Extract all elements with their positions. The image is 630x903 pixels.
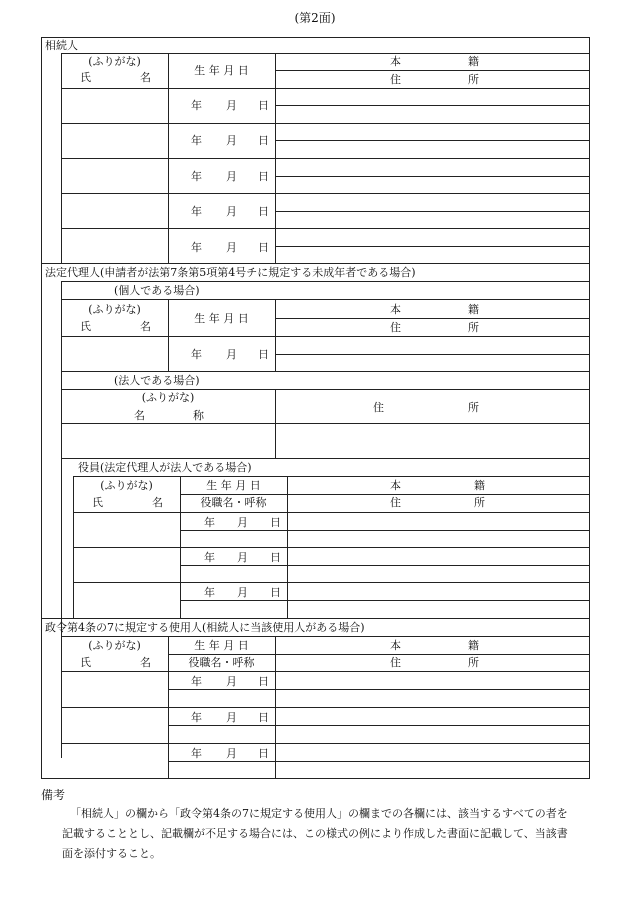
- indiv-row-split: [275, 354, 589, 355]
- officers-row1-year: 年: [204, 516, 215, 529]
- officers-row1-month: 月: [237, 516, 248, 529]
- indiv-address-a: 住: [390, 321, 401, 334]
- indiv-name-ji: 氏: [80, 320, 91, 333]
- employees-position-label: 役職名・呼称: [188, 656, 255, 669]
- heirs-row3-bottom: [61, 193, 589, 194]
- indiv-birth-label: 生 年 月 日: [194, 312, 249, 325]
- heirs-address-a: 住: [390, 73, 401, 86]
- heirs-row4-bottom: [61, 228, 589, 229]
- heirs-row1-split: [275, 105, 589, 106]
- officers-row3-split: [180, 600, 589, 601]
- employees-address-b: 所: [468, 656, 479, 669]
- officers-row2-month: 月: [237, 551, 248, 564]
- frame-bottom: [41, 778, 590, 779]
- employees-title-bottom: [61, 636, 589, 637]
- employees-row3-day: 日: [258, 747, 269, 760]
- employees-top: [41, 618, 590, 619]
- individual-title: (個人である場合): [114, 284, 200, 297]
- heirs-row2-bottom: [61, 158, 589, 159]
- employees-honseki-b: 籍: [468, 639, 479, 652]
- heirs-row3-month: 月: [226, 170, 237, 183]
- heirs-row3-year: 年: [191, 170, 202, 183]
- indiv-header-split: [275, 318, 589, 319]
- officers-row2-day: 日: [270, 551, 281, 564]
- heirs-kana-label: (ふりがな): [88, 55, 141, 68]
- employees-header-split: [168, 654, 589, 655]
- heirs-row4-split: [275, 211, 589, 212]
- corp-name-a: 名: [134, 409, 145, 422]
- officers-row1-split: [180, 530, 589, 531]
- officers-row2-bottom: [73, 582, 589, 583]
- officers-row1-bottom: [73, 547, 589, 548]
- heirs-table-top: [61, 53, 589, 54]
- remarks-line-3: 面を添付すること。: [62, 847, 161, 860]
- frame-top: [41, 37, 590, 38]
- indiv-row-month: 月: [226, 348, 237, 361]
- officers-row1-day: 日: [270, 516, 281, 529]
- officers-birth-label: 生 年 月 日: [206, 479, 261, 492]
- heirs-row1-day: 日: [258, 99, 269, 112]
- officers-row3-year: 年: [204, 586, 215, 599]
- officers-header-bottom: [73, 512, 589, 513]
- officers-address-a: 住: [390, 496, 401, 509]
- heirs-birth-label: 生 年 月 日: [194, 64, 249, 77]
- officers-header-split: [180, 494, 589, 495]
- officers-position-label: 役職名・呼称: [200, 496, 267, 509]
- heirs-name-ji: 氏: [80, 71, 91, 84]
- heirs-row1-bottom: [61, 123, 589, 124]
- employees-address-a: 住: [390, 656, 401, 669]
- page-label: (第2面): [294, 11, 336, 25]
- employees-honseki-a: 本: [390, 639, 401, 652]
- employees-row2-split: [168, 725, 589, 726]
- indiv-col-divider-1: [168, 299, 169, 371]
- officers-honseki-b: 籍: [474, 479, 485, 492]
- corp-address-b: 所: [468, 401, 479, 414]
- employees-row1-bottom: [61, 707, 589, 708]
- employees-title: 政令第4条の7に規定する使用人(相続人に当該使用人がある場合): [45, 621, 365, 634]
- heirs-row5-split: [275, 246, 589, 247]
- employees-row1-year: 年: [191, 675, 202, 688]
- legal-rep-top: [41, 263, 590, 264]
- indiv-header-bottom: [61, 336, 589, 337]
- corp-header-bottom: [61, 423, 589, 424]
- employees-row3-month: 月: [226, 747, 237, 760]
- employees-row2-month: 月: [226, 711, 237, 724]
- heirs-row3-split: [275, 176, 589, 177]
- heirs-row2-day: 日: [258, 134, 269, 147]
- heirs-title: 相続人: [45, 39, 78, 52]
- employees-row1-split: [168, 689, 589, 690]
- indiv-honseki-a: 本: [390, 303, 401, 316]
- indiv-honseki-b: 籍: [468, 303, 479, 316]
- heirs-row5-day: 日: [258, 241, 269, 254]
- heirs-row4-month: 月: [226, 205, 237, 218]
- heirs-address-b: 所: [468, 73, 479, 86]
- employees-row1-day: 日: [258, 675, 269, 688]
- heirs-name-mei: 名: [140, 71, 151, 84]
- remarks-line-1: 「相続人」の欄から「政令第4条の7に規定する使用人」の欄までの各欄には、該当するすべての者を: [70, 807, 568, 820]
- heirs-row2-year: 年: [191, 134, 202, 147]
- indiv-address-b: 所: [468, 321, 479, 334]
- heirs-honseki-a: 本: [390, 55, 401, 68]
- indiv-col-divider-2: [275, 299, 276, 371]
- employees-kana-label: (ふりがな): [88, 639, 141, 652]
- indiv-name-mei: 名: [140, 320, 151, 333]
- indiv-row-year: 年: [191, 348, 202, 361]
- employees-row3-split: [168, 761, 589, 762]
- individual-title-bottom: [61, 299, 589, 300]
- employees-name-ji: 氏: [80, 656, 91, 669]
- employees-row1-month: 月: [226, 675, 237, 688]
- officers-row3-month: 月: [237, 586, 248, 599]
- officers-address-b: 所: [474, 496, 485, 509]
- heirs-row2-split: [275, 140, 589, 141]
- officers-name-ji: 氏: [92, 496, 103, 509]
- officers-title: 役員(法定代理人が法人である場合): [78, 461, 252, 474]
- remarks-title: 備考: [41, 788, 66, 802]
- heirs-row5-month: 月: [226, 241, 237, 254]
- heirs-honseki-b: 籍: [468, 55, 479, 68]
- corp-row-bottom: [61, 458, 589, 459]
- frame-left: [41, 37, 42, 778]
- officers-title-bottom: [73, 476, 589, 477]
- heirs-header-split: [275, 70, 589, 71]
- legal-rep-title: 法定代理人(申請者が法第7条第5項第4号チに規定する未成年者である場合): [45, 266, 416, 279]
- indiv-row-day: 日: [258, 348, 269, 361]
- officers-honseki-a: 本: [390, 479, 401, 492]
- heirs-row1-month: 月: [226, 99, 237, 112]
- corp-name-b: 称: [193, 409, 204, 422]
- heirs-row3-day: 日: [258, 170, 269, 183]
- remarks-line-2: 記載することとし、記載欄が不足する場合には、この様式の例により作成した書面に記載して、当該書: [62, 827, 568, 840]
- officers-name-mei: 名: [152, 496, 163, 509]
- officers-kana-label: (ふりがな): [100, 479, 153, 492]
- employees-header-bottom: [61, 671, 589, 672]
- officers-row2-split: [180, 565, 589, 566]
- employees-name-mei: 名: [140, 656, 151, 669]
- employees-row2-day: 日: [258, 711, 269, 724]
- employees-row3-year: 年: [191, 747, 202, 760]
- heirs-row4-day: 日: [258, 205, 269, 218]
- indiv-kana-label: (ふりがな): [88, 303, 141, 316]
- employees-birth-label: 生 年 月 日: [194, 639, 249, 652]
- heirs-header-bottom: [61, 88, 589, 89]
- indiv-row-bottom: [61, 371, 589, 372]
- employees-row2-bottom: [61, 743, 589, 744]
- corp-kana-label: (ふりがな): [141, 391, 195, 404]
- officers-row3-day: 日: [270, 586, 281, 599]
- heirs-row1-year: 年: [191, 99, 202, 112]
- officers-row2-year: 年: [204, 551, 215, 564]
- heirs-row4-year: 年: [191, 205, 202, 218]
- corp-address-a: 住: [373, 401, 384, 414]
- frame-right: [589, 37, 590, 778]
- corporate-title: (法人である場合): [114, 374, 200, 387]
- legal-rep-title-bottom: [61, 281, 589, 282]
- employees-row2-year: 年: [191, 711, 202, 724]
- heirs-row2-month: 月: [226, 134, 237, 147]
- heirs-row5-year: 年: [191, 241, 202, 254]
- corporate-title-bottom: [61, 389, 589, 390]
- legal-rep-inner-left: [61, 281, 62, 758]
